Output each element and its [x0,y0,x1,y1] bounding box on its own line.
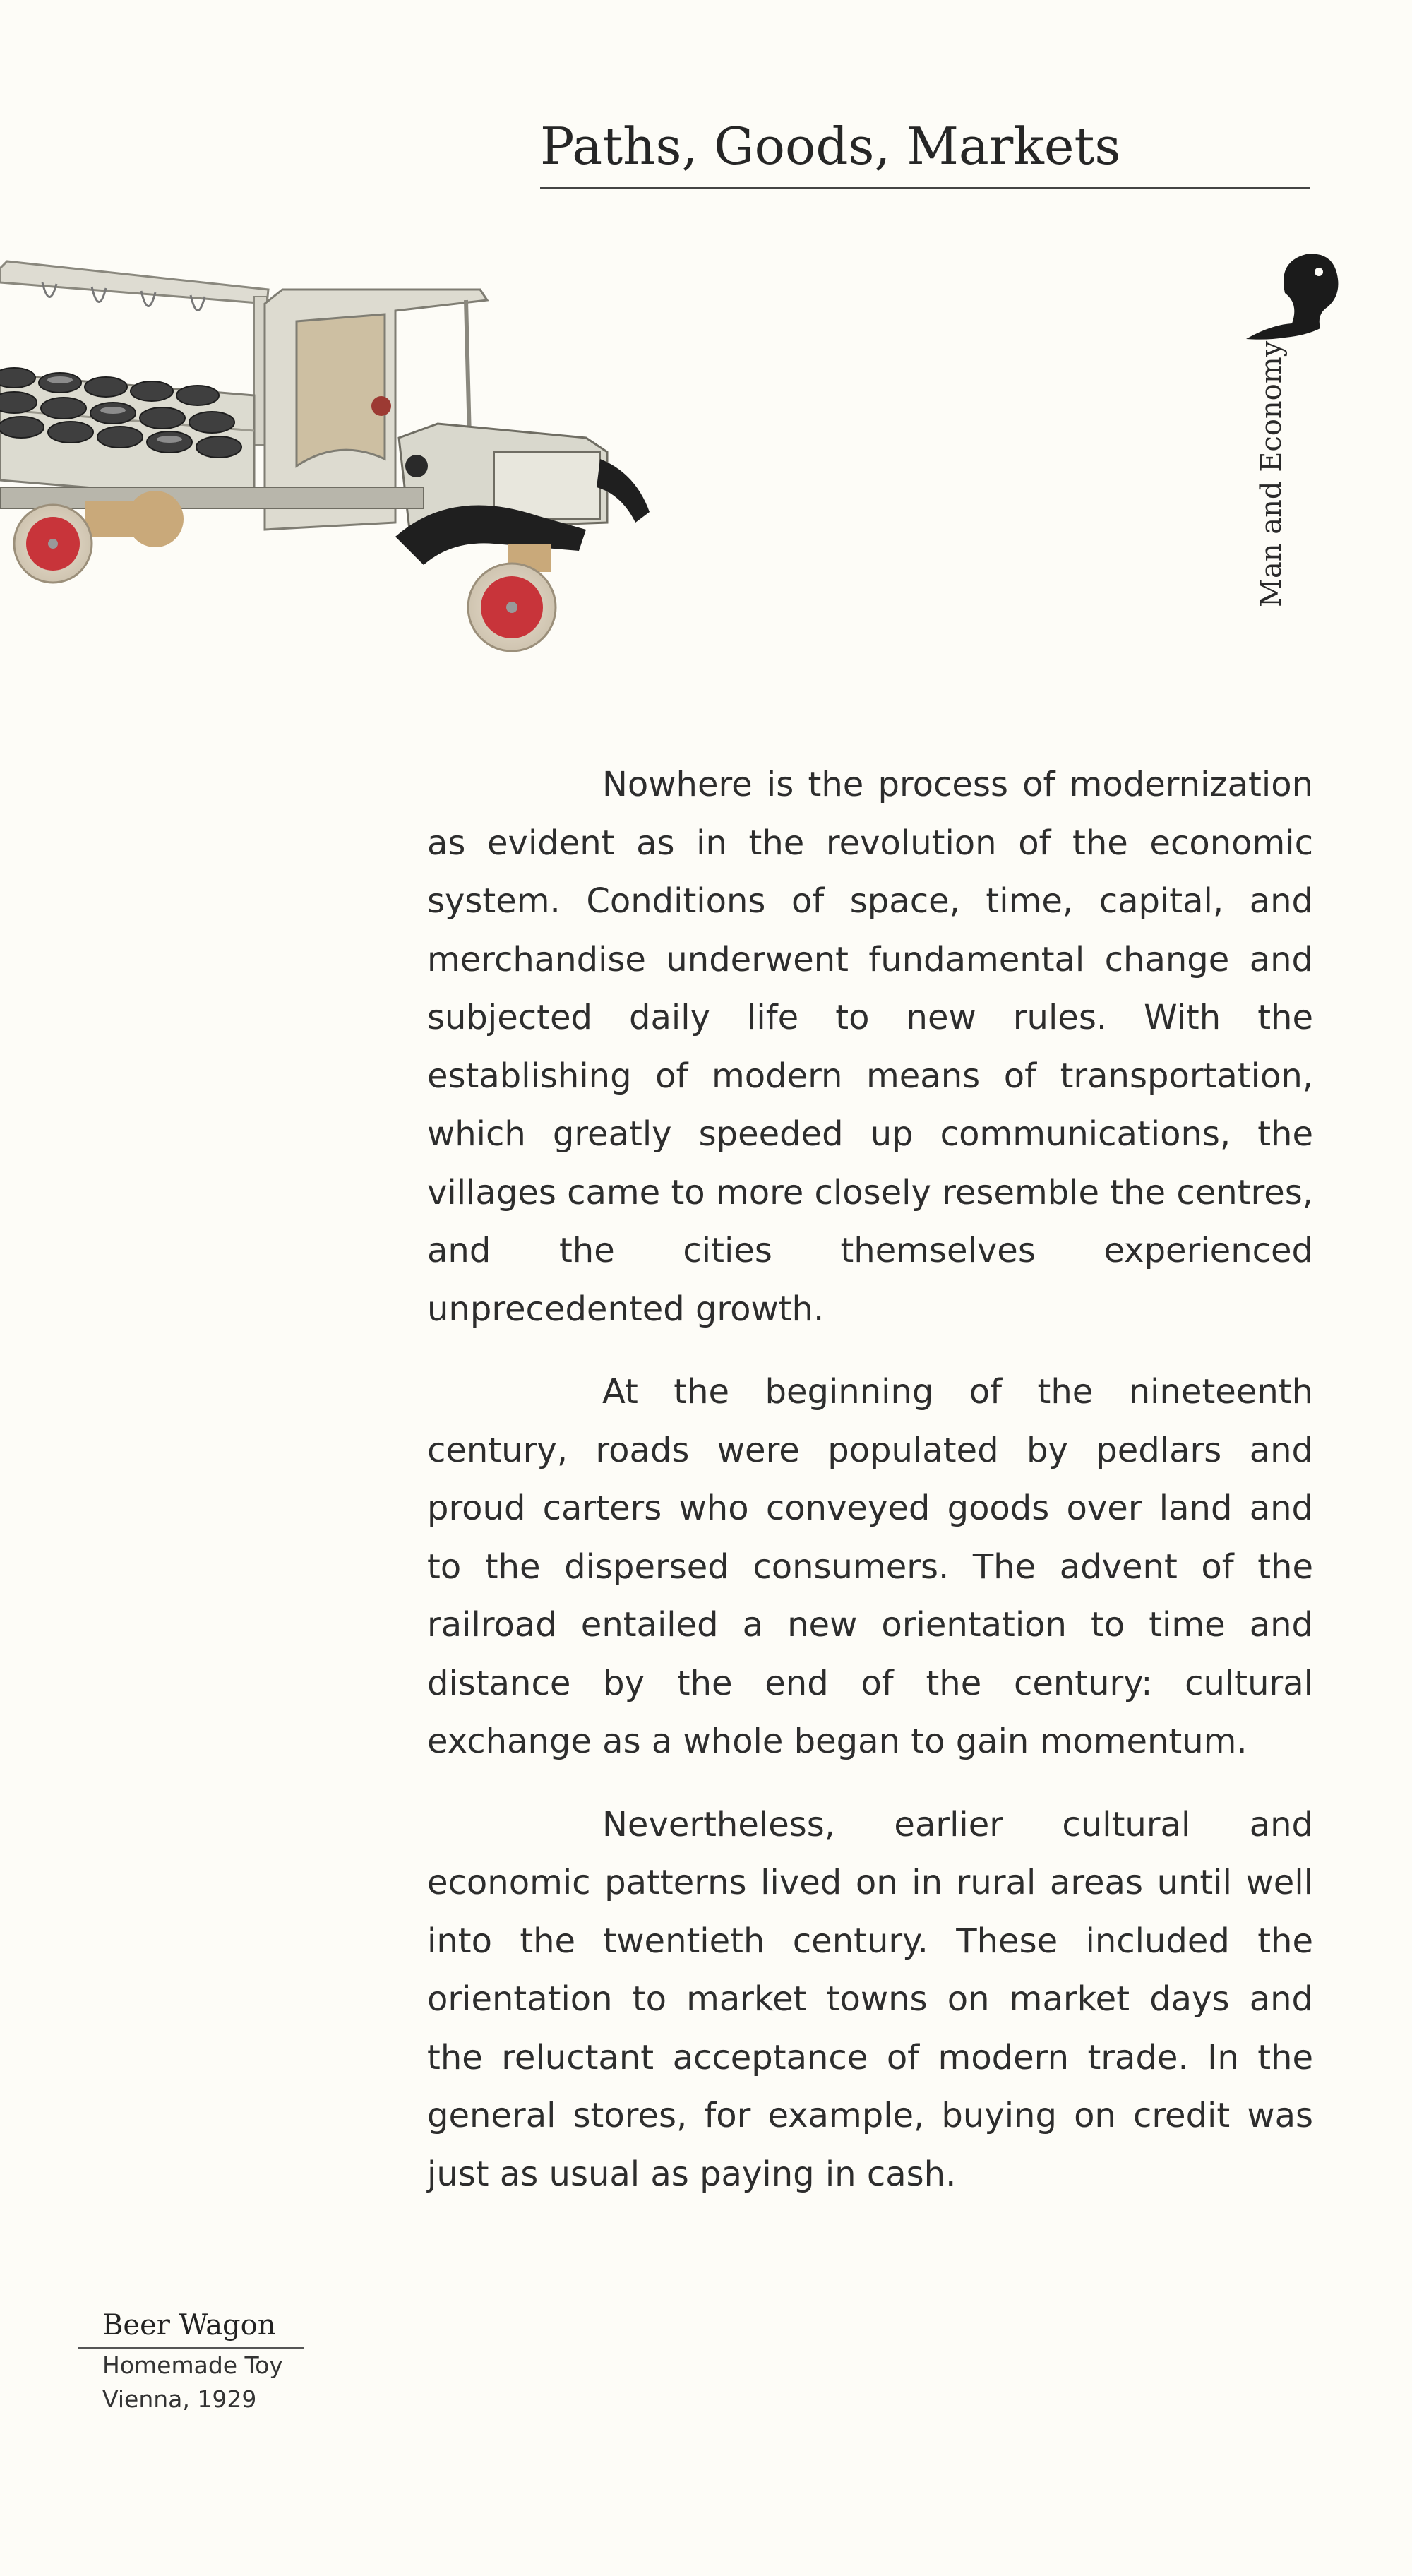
title-underline [540,187,1310,189]
beer-wagon-image [0,233,650,664]
page-title: Paths, Goods, Markets [540,117,1121,176]
caption-line: Vienna, 1929 [102,2385,257,2413]
bird-head-icon [1246,254,1338,339]
caption-line: Homemade Toy [102,2351,283,2379]
image-caption [78,2309,304,2416]
paragraph: Nevertheless, earlier cultural and economic patterns lived on in rural areas until well into the twentieth century. These included the orientation to market towns on market days and the reluctant acceptance of modern trade. In the general stores, for example, buying on credit was just as usual as paying in cash. [427,1804,1313,2194]
caption-title: Beer Wagon [78,2309,304,2349]
body-text [427,756,1313,2228]
section-label: Man and Economy [1255,340,1288,607]
paragraph: Nowhere is the process of modernization as evident as in the revolution of the economic system. Conditions of space, time, capital, and merchandise underwent fundamental change and subjected daily life to new rules. With the establishing of modern means of transportation, which greatly speeded up communications, the villages came to more closely resemble the centres, and the cities themselves experienced unprecedented growth. [427,765,1313,1329]
paragraph: At the beginning of the nineteenth century, roads were populated by pedlars and proud carters who conveyed goods over land and to the dispersed consumers. The advent of the railroad entailed a new orientation to time and distance by the end of the century: cultural exchange as a whole began to gain momentum. [427,1372,1313,1761]
